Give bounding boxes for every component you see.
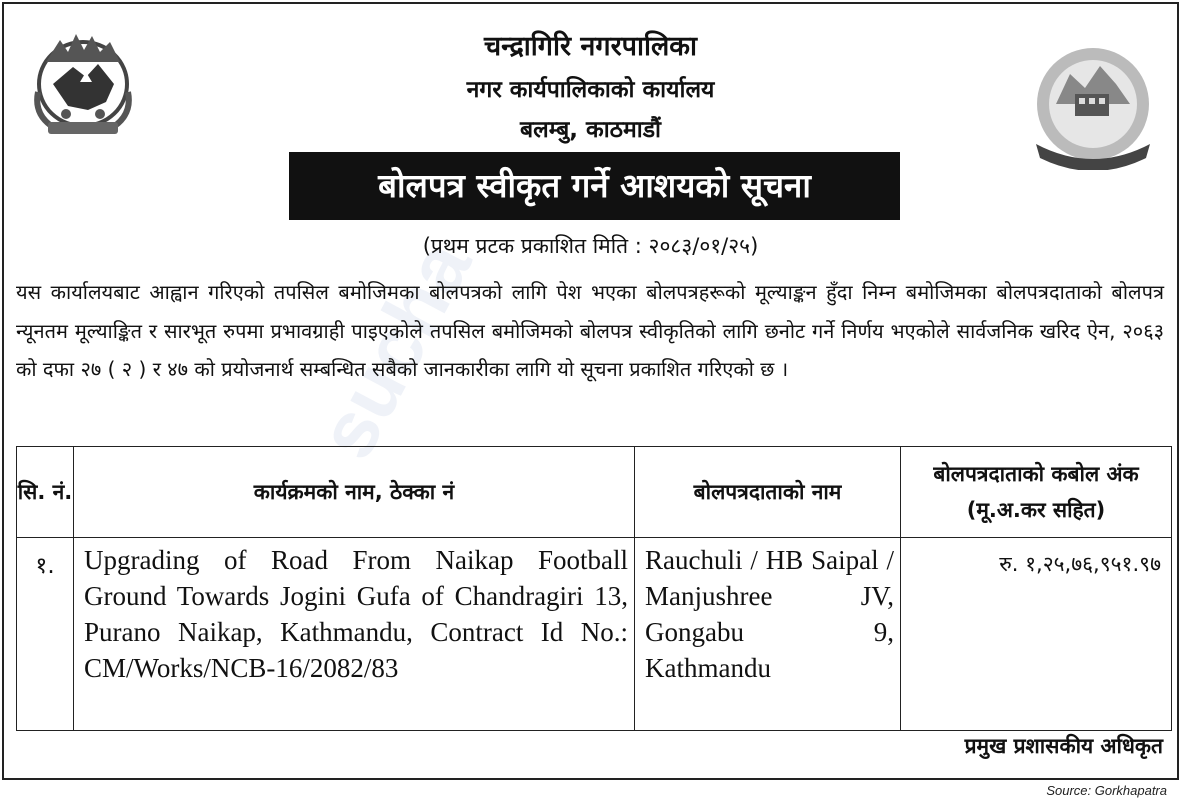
table-header-row [17,447,1172,538]
header-sn: सि. नं. [17,447,74,538]
header-amount: बोलपत्रदाताको कबोल अंक (मू.अ.कर सहित) [901,447,1172,538]
row-bidder: Rauchuli / HB Saipal / Manjushree JV, Gongabu 9, Kathmandu [635,538,901,731]
notice-title: बोलपत्र स्वीकृत गर्ने आशयको सूचना [378,166,811,205]
source-credit: Source: Gorkhapatra [1046,783,1167,798]
bid-table [16,446,1172,731]
table-row [17,538,1172,731]
notice-body: यस कार्यालयबाट आह्वान गरिएको तपसिल बमोजिमका बोलपत्रको लागि पेश भएका बोलपत्रहरूको मूल्याङ्कन हुँदा निम्न बमोजिमका बोलपत्रदाताको बोलपत्र न्यूनतम मूल्याङ्कित र सारभूत रुपमा प्रभावग्राही पाइएकोले तपसिल बमोजिमको बोलपत्र स्वीकृतिको लागि छनोट गर्ने निर्णय भएकोले सार्वजनिक खरिद ऐन, २०६३ को दफा २७ ( २ ) र ४७ को प्रयोजनार्थ सम्बन्धित सबैको जानकारीका लागि यो सूचना प्रकाशित गरिएको छ । [16,280,1164,381]
municipality-name: चन्द्रागिरि नगरपालिका [483,31,698,62]
row-amount: रु. १,२५,७६,९५१.९७ [901,538,1172,731]
notice-title-bar [289,152,900,220]
header-bidder: बोलपत्रदाताको नाम [635,447,901,538]
signature: प्रमुख प्रशासकीय अधिकृत [964,734,1163,758]
header-program: कार्यक्रमको नाम, ठेक्का नं [74,447,635,538]
watermark: sucha [300,226,489,473]
row-program: Upgrading of Road From Naikap Football Ground Towards Jogini Gufa of Chandragiri 13, Purano Naikap, Kathmandu, Contract Id No.: CM/Works/NCB-16/2082/83 [74,538,635,731]
row-sn: १. [17,538,74,731]
office-location: बलम्बु, काठमाडौं [519,117,662,143]
office-name: नगर कार्यपालिकाको कार्यालय [466,77,715,103]
publication-date: (प्रथम प्रटक प्रकाशित मिति : २०८३/०१/२५) [422,234,759,258]
